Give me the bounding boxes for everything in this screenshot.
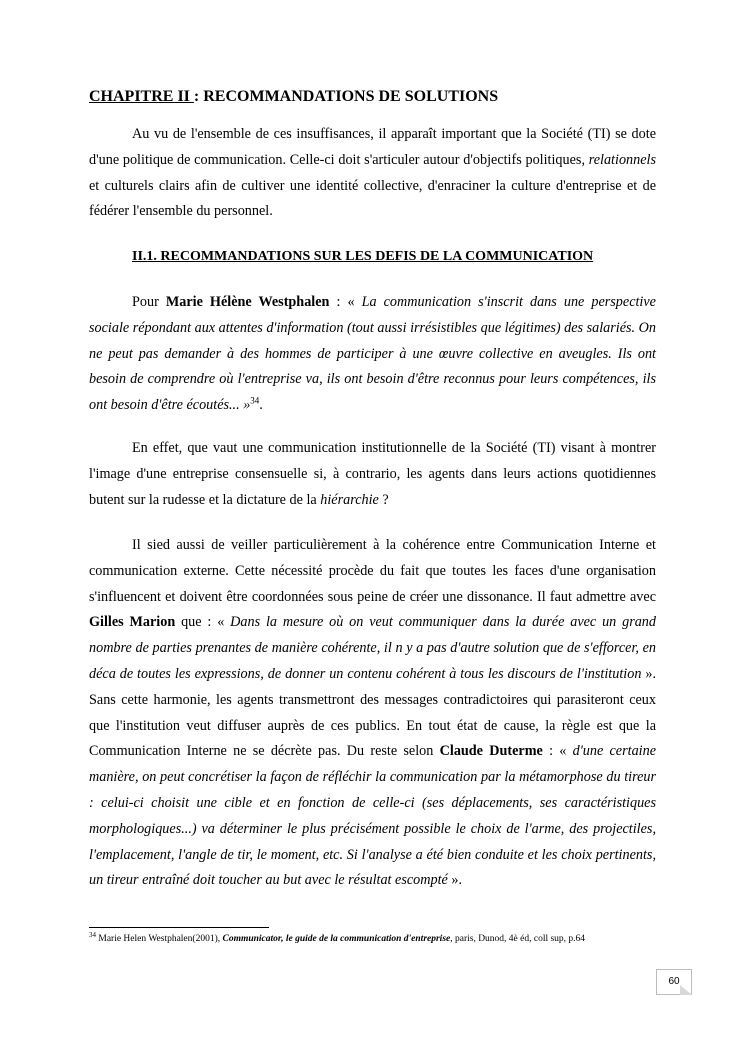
intro-italic: relationnels bbox=[588, 151, 656, 168]
page-curl-icon bbox=[680, 985, 692, 995]
duterme-quote: d'une certaine manière, on peut concrétiser la façon de réfléchir la communication par la métamorphose du tireur : celui-ci choisit une cible et en fonction de celle-ci (ses déplacements, ses caractéristiques morphologiques...) va déterminer le plus précisément possible le choix de l'arme, des projectiles, l'emplacement, l'angle de tir, le moment, etc. Si l'analyse a été bien conduite et les choix pertinents, un tireur entraîné doit toucher au but avec le résultat escompté bbox=[89, 743, 656, 889]
coherence-text-5: ». bbox=[447, 872, 463, 889]
effet-end: ? bbox=[378, 491, 389, 508]
intro-text-1: Au vu de l'ensemble de ces insuffisances, il apparaît important que la Société (TI) se dote d'une politique de communication. Celle-ci doit s'articuler autour d'objectifs politiques, bbox=[89, 126, 656, 168]
effet-text: En effet, que vaut une communication institutionnelle de la Société (TI) visant à montrer l'image d'une entreprise consensuelle si, à contrario, les agents dans leurs actions quotidiennes butent sur la rudesse et la dictature de la bbox=[89, 440, 656, 508]
coherence-text-4: : « bbox=[542, 743, 573, 760]
footnote-separator bbox=[89, 927, 269, 928]
footnote-ref[interactable]: 34 bbox=[250, 395, 260, 406]
footnote-rest: , paris, Dunod, 4è éd, coll sup, p.64 bbox=[450, 934, 586, 944]
westphalen-sep: : « bbox=[329, 294, 362, 310]
author-westphalen: Marie Hélène Westphalen bbox=[165, 294, 330, 310]
page-number: 60 bbox=[656, 969, 692, 995]
marion-quote: Dans la mesure où on veut communiquer dans la durée avec un grand nombre de parties prenantes de manière cohérente, il n y a pas d'autre solution que de s'efforcer, en déca de toutes les expressions, de donner un contenu cohérent à tous les discours de l'institution bbox=[89, 614, 656, 682]
coherence-text-2: que : « bbox=[175, 614, 231, 631]
author-duterme: Claude Duterme bbox=[439, 743, 543, 760]
coherence-text-1: Il sied aussi de veiller particulièrement à la cohérence entre Communication Interne et communication externe. Cette nécessité procède du fait que toutes les faces d'une organisation s'influencent et doivent être coordonnées sous peine de créer une dissonance. Il faut admettre avec bbox=[89, 537, 656, 605]
coherence-text-3: ». Sans cette harmonie, les agents transmettront des messages contradictoires qui parasiteront ceux que l'institution veut diffuser auprès de ces publics. En tout état de cause, la règle est que la Communication Interne ne se décrète pas. Du reste selon bbox=[89, 665, 657, 760]
coherence-paragraph bbox=[89, 533, 656, 894]
chapter-title-text: : RECOMMANDATIONS DE SOLUTIONS bbox=[193, 88, 499, 105]
section-title: II.1. RECOMMANDATIONS SUR LES DEFIS DE LA COMMUNICATION bbox=[132, 249, 594, 264]
footnote bbox=[89, 930, 586, 944]
footnote-text: Marie Helen Westphalen(2001), bbox=[96, 934, 223, 944]
intro-paragraph bbox=[89, 122, 656, 225]
chapter-title-label: CHAPITRE II bbox=[89, 88, 194, 105]
westphalen-paragraph bbox=[89, 290, 656, 419]
westphalen-end: . bbox=[259, 397, 263, 414]
westphalen-quote: La communication s'inscrit dans une perspective sociale répondant aux attentes d'information (tout aussi irrésistibles que légitimes) des salariés. On ne peut pas demander à des hommes de participer à une œuvre collective en aveugles. Ils ont besoin de comprendre où l'entreprise va, ils ont besoin d'être reconnus pour leurs compétences, ils ont besoin d'être écoutés... » bbox=[89, 294, 656, 414]
footnote-title: Communicator, le guide de la communication d'entreprise bbox=[222, 934, 451, 944]
westphalen-lead: Pour bbox=[132, 294, 166, 310]
author-marion: Gilles Marion bbox=[89, 614, 176, 631]
effet-italic: hiérarchie bbox=[320, 491, 379, 508]
footnote-number: 34 bbox=[89, 930, 96, 939]
effet-paragraph bbox=[89, 436, 656, 513]
intro-text-2: et culturels clairs afin de cultiver une identité collective, d'enraciner la culture d'entreprise et de fédérer l'ensemble du personnel. bbox=[89, 177, 656, 220]
chapter-title bbox=[89, 88, 498, 106]
